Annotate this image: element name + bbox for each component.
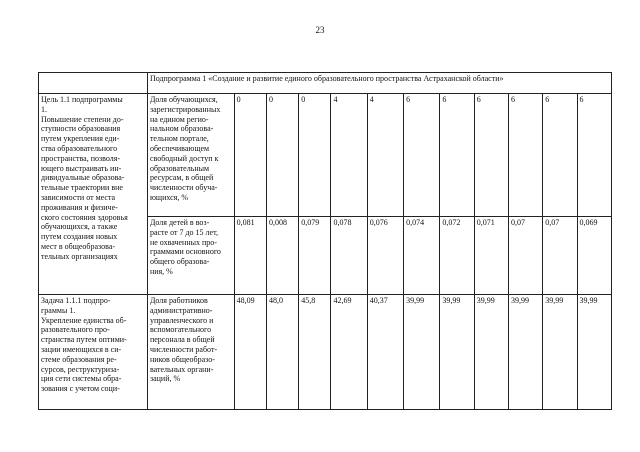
value-cell: 4 bbox=[331, 94, 367, 217]
indicator-cell: Доля детей в воз- расте от 7 до 15 лет, не охваченных про- граммами основного общего образова- ния, % bbox=[147, 217, 234, 295]
indicator-cell: Доля обучающихся, зарегистрированных на едином регио- нальном образова- тельном портале, обеспечивающем свободный доступ к образовательным ресурсам, в общей численности обуча- ющихся, % bbox=[147, 94, 234, 217]
value-cell: 0,069 bbox=[577, 217, 611, 295]
value-cell: 6 bbox=[577, 94, 611, 217]
value-cell: 39,99 bbox=[508, 295, 542, 410]
table-row bbox=[39, 295, 612, 410]
value-cell: 0,072 bbox=[440, 217, 474, 295]
value-cell: 0,079 bbox=[299, 217, 331, 295]
value-cell: 0,07 bbox=[543, 217, 577, 295]
value-cell: 0 bbox=[299, 94, 331, 217]
goal-cell bbox=[39, 94, 148, 295]
indicator-cell: Доля работников административно- управленческого и вспомогательного персонала в общей численности работ- ников общеобразо- вательных органи- заций, % bbox=[147, 295, 234, 410]
value-cell: 0,076 bbox=[367, 217, 403, 295]
value-cell: 0,078 bbox=[331, 217, 367, 295]
value-cell: 39,99 bbox=[577, 295, 611, 410]
value-cell: 39,99 bbox=[474, 295, 508, 410]
value-cell: 40,37 bbox=[367, 295, 403, 410]
value-cell: 0,07 bbox=[508, 217, 542, 295]
empty-corner-cell bbox=[39, 73, 148, 94]
task-cell bbox=[39, 295, 148, 410]
value-cell: 0 bbox=[266, 94, 298, 217]
value-cell: 45,8 bbox=[299, 295, 331, 410]
value-cell: 42,69 bbox=[331, 295, 367, 410]
task-text: Задача 1.1.1 подпро- граммы 1. Укрепление единства об- разовательного про- странства путем оптими- зации имеющихся в си- стеме образования ре- сурсов, реструктуриза- ция сети системы обра- зования с учетом соци- bbox=[41, 296, 127, 394]
page-number: 23 bbox=[315, 25, 325, 35]
value-cell: 48,0 bbox=[266, 295, 298, 410]
value-cell: 6 bbox=[404, 94, 440, 217]
subprogram-title: Подпрограмма 1 «Создание и развитие единого образовательного пространства Астраханской области» bbox=[147, 73, 611, 94]
value-cell: 0,081 bbox=[234, 217, 266, 295]
goal-text: Цель 1.1 подпрограммы 1. Повышение степени до- ступности образования путем укрепления еди- ства образовательного пространства, позволя- ющего выстраивать ин- дивидуальные образова- тельные траектории вне зависимости от места проживания и физиче- ского состояния здоровья обучающихся, а также путем создания новых мест в общеобразова- тельных организациях bbox=[41, 95, 128, 261]
indicators-table bbox=[38, 72, 612, 410]
value-cell: 39,99 bbox=[404, 295, 440, 410]
table-row bbox=[39, 94, 612, 217]
value-cell: 0,074 bbox=[404, 217, 440, 295]
value-cell: 6 bbox=[440, 94, 474, 217]
value-cell: 6 bbox=[474, 94, 508, 217]
value-cell: 4 bbox=[367, 94, 403, 217]
value-cell: 0,008 bbox=[266, 217, 298, 295]
value-cell: 6 bbox=[508, 94, 542, 217]
value-cell: 6 bbox=[543, 94, 577, 217]
value-cell: 48,09 bbox=[234, 295, 266, 410]
subprogram-row bbox=[39, 73, 612, 94]
value-cell: 0,071 bbox=[474, 217, 508, 295]
value-cell: 39,99 bbox=[543, 295, 577, 410]
value-cell: 39,99 bbox=[440, 295, 474, 410]
value-cell: 0 bbox=[234, 94, 266, 217]
